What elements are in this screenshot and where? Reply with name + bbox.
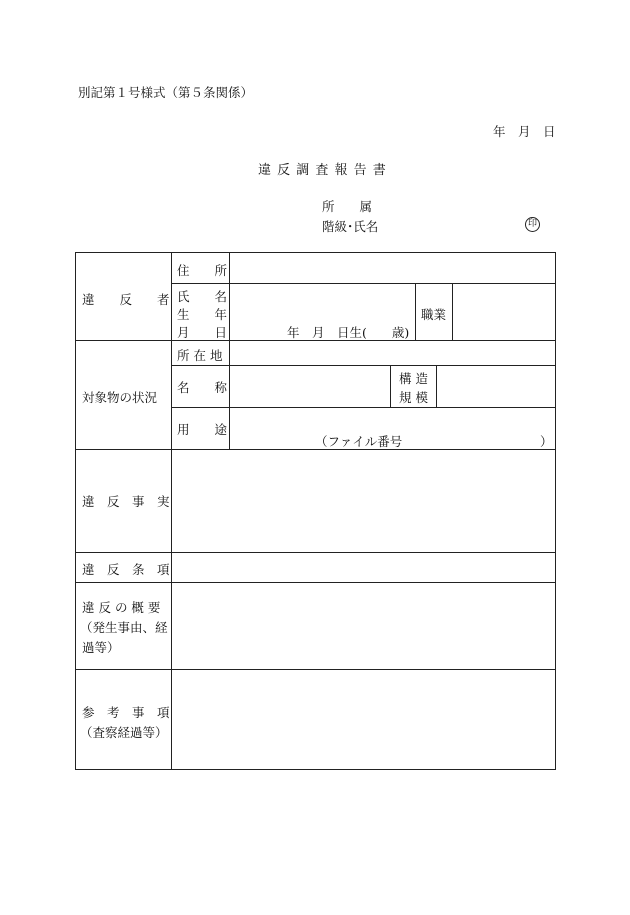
- violator-section-label: 違 反 者: [82, 292, 170, 307]
- table-border-right: [555, 252, 556, 770]
- divider-address: [171, 283, 556, 284]
- birth-year-label: 生 年: [177, 307, 228, 322]
- target-section-label: 対象物の状況: [82, 390, 158, 405]
- violation-summary-label: 違 反 の 概 要: [82, 600, 161, 615]
- building-name-label: 名 称: [177, 380, 228, 395]
- divider-facts: [75, 552, 556, 553]
- table-border-left: [75, 252, 76, 770]
- form-number-label: 別記第１号様式（第５条関係）: [78, 85, 254, 100]
- reference-label: 参 考 事 項: [82, 705, 170, 720]
- sublabel-column-divider: [229, 252, 230, 450]
- reference-sublabel: （査察経過等）: [80, 725, 168, 740]
- report-date: 年 月 日: [493, 124, 556, 139]
- violation-facts-label: 違 反 事 実: [82, 494, 170, 509]
- divider-articles: [75, 582, 556, 583]
- file-number-label: （ファイル番号: [315, 434, 403, 449]
- affiliation-label: 所 属: [322, 199, 373, 214]
- birth-month-day-label: 月 日: [177, 325, 228, 340]
- occupation-label: 職業: [421, 307, 447, 322]
- scale-label: 規 模: [399, 390, 428, 405]
- birth-date-format: 年 月 日生( 歳): [287, 325, 410, 340]
- use-label: 用 途: [177, 422, 228, 437]
- divider-location: [171, 365, 556, 366]
- rank-name-label: 階級･氏名: [322, 219, 379, 234]
- divider-summary: [75, 669, 556, 670]
- structure-divider-left: [390, 365, 391, 408]
- table-border-top: [75, 252, 556, 253]
- occupation-divider-left: [415, 283, 416, 341]
- page-title: 違 反 調 査 報 告 書: [258, 163, 387, 178]
- location-label: 所 在 地: [177, 348, 223, 363]
- divider-name: [171, 407, 556, 408]
- name-label: 氏 名: [177, 289, 228, 304]
- violation-summary-sublabel: （発生事由、経: [80, 620, 168, 635]
- seal-icon: 印: [525, 217, 540, 232]
- address-label: 住 所: [177, 263, 228, 278]
- structure-label: 構 造: [399, 371, 428, 386]
- violation-summary-sublabel-2: 過等）: [82, 640, 120, 655]
- violation-articles-label: 違 反 条 項: [82, 562, 170, 577]
- occupation-divider-right: [452, 283, 453, 341]
- file-number-close: ）: [540, 434, 553, 449]
- structure-divider-right: [436, 365, 437, 408]
- label-column-divider: [171, 252, 172, 770]
- table-border-bottom: [75, 769, 556, 770]
